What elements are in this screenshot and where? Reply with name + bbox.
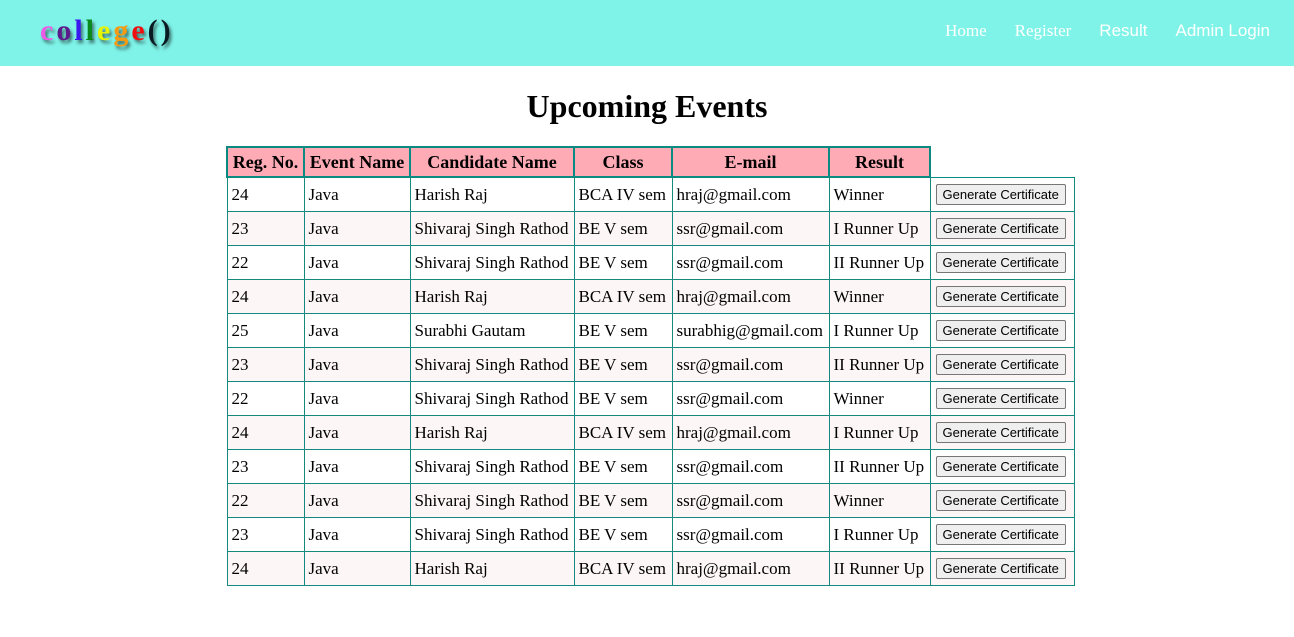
table-header-row [227,147,1074,177]
generate-certificate-button[interactable]: Generate Certificate [936,218,1066,239]
cell-event-name: Java [304,518,410,552]
cell-event-name: Java [304,450,410,484]
cell-candidate-name: Shivaraj Singh Rathod [410,348,574,382]
cell-action [930,314,1074,348]
cell-reg-no: 24 [227,280,304,314]
column-header-email: E-mail [672,147,829,177]
logo-letter: o [56,14,75,47]
cell-action [930,518,1074,552]
cell-result: Winner [829,280,930,314]
table-row [227,314,1074,348]
cell-action [930,552,1074,586]
cell-reg-no: 22 [227,484,304,518]
generate-certificate-button[interactable]: Generate Certificate [936,524,1066,545]
cell-action [930,484,1074,518]
logo-letter: c [40,14,57,47]
cell-result: Winner [829,484,930,518]
table-row [227,552,1074,586]
table-body [227,177,1074,586]
cell-result: II Runner Up [829,450,930,484]
logo-letter: ( [147,14,161,47]
column-header-action [930,147,1074,177]
table-row [227,280,1074,314]
cell-result: I Runner Up [829,212,930,246]
cell-event-name: Java [304,314,410,348]
cell-email: ssr@gmail.com [672,518,829,552]
cell-reg-no: 23 [227,212,304,246]
logo[interactable] [40,14,174,48]
cell-reg-no: 22 [227,382,304,416]
cell-reg-no: 23 [227,348,304,382]
cell-reg-no: 25 [227,314,304,348]
column-header-candidate-name: Candidate Name [410,147,574,177]
cell-email: surabhig@gmail.com [672,314,829,348]
cell-event-name: Java [304,552,410,586]
logo-letter: ) [160,14,174,47]
cell-event-name: Java [304,416,410,450]
generate-certificate-button[interactable]: Generate Certificate [936,456,1066,477]
cell-class: BCA IV sem [574,177,672,212]
cell-reg-no: 24 [227,416,304,450]
cell-class: BE V sem [574,450,672,484]
cell-candidate-name: Shivaraj Singh Rathod [410,212,574,246]
cell-action [930,246,1074,280]
cell-email: ssr@gmail.com [672,246,829,280]
nav-link-result[interactable]: Result [1099,21,1148,40]
column-header-result: Result [829,147,930,177]
cell-email: ssr@gmail.com [672,484,829,518]
cell-email: hraj@gmail.com [672,552,829,586]
table-row [227,348,1074,382]
cell-class: BE V sem [574,314,672,348]
cell-event-name: Java [304,177,410,212]
logo-letter: l [74,14,86,47]
logo-letter: l [85,14,98,47]
navbar [0,0,1294,66]
cell-candidate-name: Harish Raj [410,552,574,586]
cell-result: I Runner Up [829,314,930,348]
cell-result: I Runner Up [829,416,930,450]
cell-class: BCA IV sem [574,280,672,314]
cell-class: BE V sem [574,246,672,280]
generate-certificate-button[interactable]: Generate Certificate [936,558,1066,579]
cell-action [930,212,1074,246]
nav-link-admin-login[interactable]: Admin Login [1175,21,1270,40]
cell-reg-no: 24 [227,552,304,586]
cell-class: BCA IV sem [574,416,672,450]
generate-certificate-button[interactable]: Generate Certificate [936,422,1066,443]
cell-class: BCA IV sem [574,552,672,586]
logo-letter: e [131,14,148,47]
cell-result: II Runner Up [829,246,930,280]
generate-certificate-button[interactable]: Generate Certificate [936,490,1066,511]
cell-reg-no: 23 [227,518,304,552]
page-title: Upcoming Events [526,88,768,124]
cell-candidate-name: Shivaraj Singh Rathod [410,518,574,552]
cell-result: Winner [829,177,930,212]
cell-class: BE V sem [574,212,672,246]
generate-certificate-button[interactable]: Generate Certificate [936,320,1066,341]
nav-link-home[interactable]: Home [945,21,987,40]
table-row [227,382,1074,416]
cell-email: ssr@gmail.com [672,382,829,416]
cell-action [930,382,1074,416]
generate-certificate-button[interactable]: Generate Certificate [936,252,1066,273]
events-table [226,146,1075,586]
generate-certificate-button[interactable]: Generate Certificate [936,388,1066,409]
cell-reg-no: 22 [227,246,304,280]
column-header-reg-no: Reg. No. [227,147,304,177]
logo-letter: e [97,14,114,47]
cell-email: hraj@gmail.com [672,416,829,450]
cell-candidate-name: Shivaraj Singh Rathod [410,484,574,518]
nav-menu [945,21,1270,41]
cell-email: ssr@gmail.com [672,348,829,382]
cell-event-name: Java [304,484,410,518]
cell-event-name: Java [304,382,410,416]
cell-email: ssr@gmail.com [672,212,829,246]
cell-event-name: Java [304,212,410,246]
table-row [227,518,1074,552]
cell-class: BE V sem [574,382,672,416]
cell-event-name: Java [304,246,410,280]
cell-candidate-name: Shivaraj Singh Rathod [410,246,574,280]
cell-result: I Runner Up [829,518,930,552]
cell-result: Winner [829,382,930,416]
cell-event-name: Java [304,280,410,314]
cell-candidate-name: Harish Raj [410,177,574,212]
logo-letter: g [113,14,132,47]
generate-certificate-button[interactable]: Generate Certificate [936,354,1066,375]
cell-class: BE V sem [574,518,672,552]
column-header-class: Class [574,147,672,177]
cell-candidate-name: Harish Raj [410,416,574,450]
cell-candidate-name: Shivaraj Singh Rathod [410,382,574,416]
cell-class: BE V sem [574,348,672,382]
table-row [227,212,1074,246]
table-row [227,416,1074,450]
cell-email: ssr@gmail.com [672,450,829,484]
cell-action [930,348,1074,382]
cell-candidate-name: Shivaraj Singh Rathod [410,450,574,484]
cell-reg-no: 23 [227,450,304,484]
cell-candidate-name: Surabhi Gautam [410,314,574,348]
generate-certificate-button[interactable]: Generate Certificate [936,184,1066,205]
cell-email: hraj@gmail.com [672,177,829,212]
cell-reg-no: 24 [227,177,304,212]
cell-candidate-name: Harish Raj [410,280,574,314]
cell-event-name: Java [304,348,410,382]
column-header-event-name: Event Name [304,147,410,177]
cell-result: II Runner Up [829,348,930,382]
cell-class: BE V sem [574,484,672,518]
cell-action [930,450,1074,484]
table-row [227,484,1074,518]
table-row [227,177,1074,212]
cell-action [930,280,1074,314]
table-row [227,246,1074,280]
cell-action [930,416,1074,450]
table-row [227,450,1074,484]
cell-email: hraj@gmail.com [672,280,829,314]
generate-certificate-button[interactable]: Generate Certificate [936,286,1066,307]
cell-action [930,177,1074,212]
cell-result: II Runner Up [829,552,930,586]
nav-link-register[interactable]: Register [1014,21,1072,40]
